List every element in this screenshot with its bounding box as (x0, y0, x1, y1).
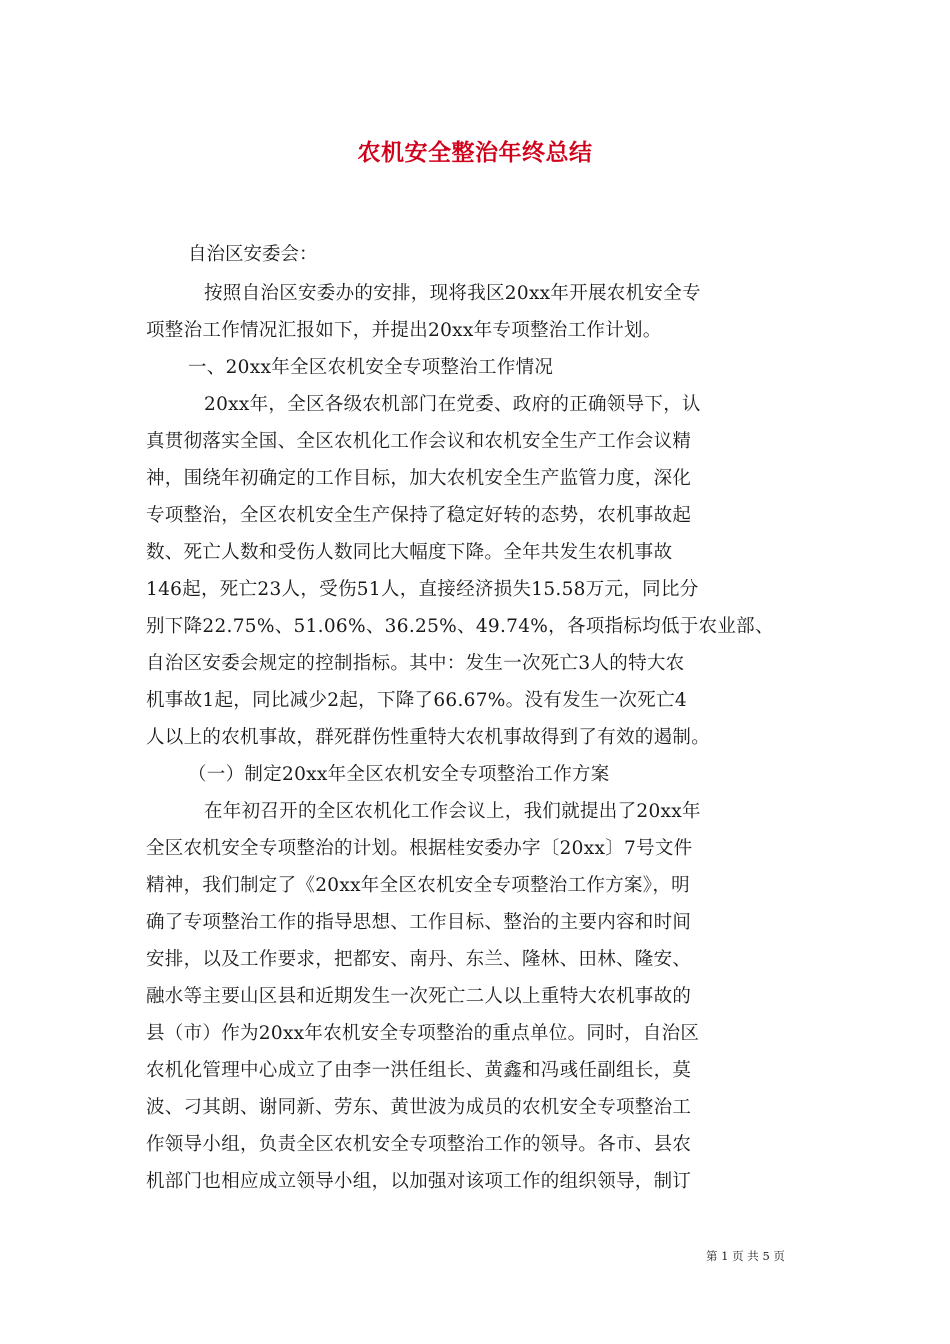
body-line: 机部门也相应成立领导小组，以加强对该项工作的组织领导，制订 (146, 1171, 692, 1192)
body-line: 别下降22.75%、51.06%、36.25%、49.74%，各项指标均低于农业部、 (146, 616, 774, 637)
body-line: 安排，以及工作要求，把都安、南丹、东兰、隆林、田林、隆安、 (146, 949, 692, 970)
body-line: 真贯彻落实全国、全区农机化工作会议和农机安全生产工作会议精 (146, 431, 692, 452)
body-line: 机事故1起，同比减少2起，下降了66.67%。没有发生一次死亡4 (146, 690, 687, 711)
body-line: 农机化管理中心成立了由李一洪任组长、黄鑫和冯彧任副组长，莫 (146, 1060, 692, 1081)
body-line: 作领导小组，负责全区农机安全专项整治工作的领导。各市、县农 (146, 1134, 692, 1155)
body-line: 全区农机安全专项整治的计划。根据桂安委办字〔20xx〕7号文件 (146, 838, 693, 859)
body-line: 神，围绕年初确定的工作目标，加大农机安全生产监管力度，深化 (146, 468, 692, 489)
body-line: 县（市）作为20xx年农机安全专项整治的重点单位。同时，自治区 (146, 1023, 700, 1044)
body-line: 专项整治，全区农机安全生产保持了稳定好转的态势，农机事故起 (146, 505, 692, 526)
body-line: 融水等主要山区县和近期发生一次死亡二人以上重特大农机事故的 (146, 986, 692, 1007)
body-line: 20xx年，全区各级农机部门在党委、政府的正确领导下，认 (204, 394, 701, 415)
document-title: 农机安全整治年终总结 (357, 140, 593, 166)
body-line: 项整治工作情况汇报如下，并提出20xx年专项整治工作计划。 (146, 320, 662, 341)
body-line: 146起，死亡23人，受伤51人，直接经济损失15.58万元，同比分 (146, 579, 699, 600)
body-line: 确了专项整治工作的指导思想、工作目标、整治的主要内容和时间 (146, 912, 692, 933)
body-line: 波、刁其朗、谢同新、劳东、黄世波为成员的农机安全专项整治工 (146, 1097, 692, 1118)
salutation: 自治区安委会： (188, 244, 318, 265)
page-number: 第 1 页 共 5 页 (706, 1249, 785, 1263)
body-line: 数、死亡人数和受伤人数同比大幅度下降。全年共发生农机事故 (146, 542, 673, 563)
body-line: 人以上的农机事故，群死群伤性重特大农机事故得到了有效的遏制。 (146, 727, 711, 748)
subsection-heading: （一）制定20xx年全区农机安全专项整治工作方案 (188, 764, 610, 785)
body-line: 在年初召开的全区农机化工作会议上，我们就提出了20xx年 (204, 801, 701, 822)
body-line: 自治区安委会规定的控制指标。其中：发生一次死亡3人的特大农 (146, 653, 685, 674)
body-line: 精神，我们制定了《20xx年全区农机安全专项整治工作方案》，明 (146, 875, 690, 896)
section-heading: 一、20xx年全区农机安全专项整治工作情况 (188, 357, 554, 378)
body-line: 按照自治区安委办的安排，现将我区20xx年开展农机安全专 (204, 283, 701, 304)
